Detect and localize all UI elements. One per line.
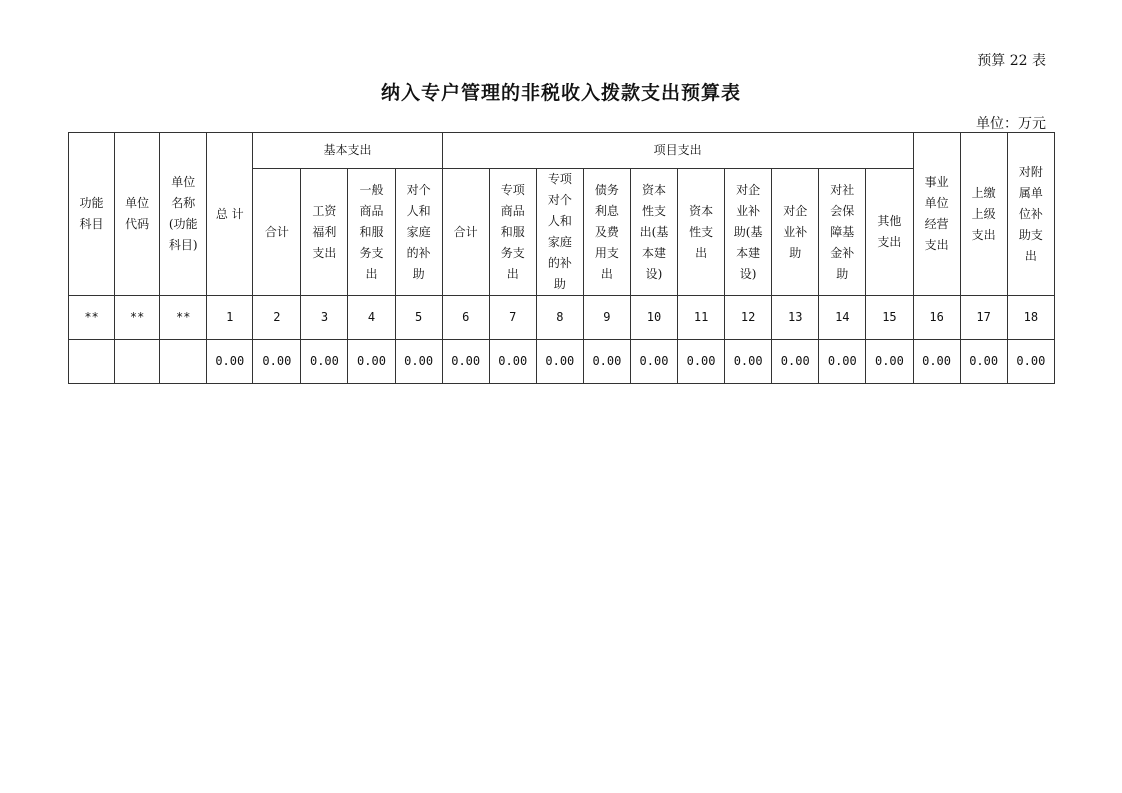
header-proj-other: 其他 支出 [866, 169, 913, 296]
header-row-group [69, 133, 1055, 169]
header-proj-goods: 专项 商品 和服 务支 出 [489, 169, 536, 296]
index-row [69, 296, 1055, 340]
header-basic-family: 对个 人和 家庭 的补 助 [395, 169, 442, 296]
index-cell: 17 [960, 296, 1007, 340]
header-proj-total: 合计 [442, 169, 489, 296]
index-cell: 3 [301, 296, 348, 340]
value-cell: 0.00 [253, 340, 301, 384]
value-cell: 0.00 [725, 340, 772, 384]
index-cell: 2 [253, 296, 301, 340]
index-cell: 4 [348, 296, 395, 340]
header-unit-code: 单位 代码 [115, 133, 160, 296]
value-cell: 0.00 [1007, 340, 1054, 384]
index-cell: 13 [772, 296, 819, 340]
header-proj-debt: 债务 利息 及费 用支 出 [583, 169, 630, 296]
index-cell: 5 [395, 296, 442, 340]
value-cell: 0.00 [442, 340, 489, 384]
form-number: 预算 22 表 [977, 53, 1046, 69]
header-upper: 上缴 上级 支出 [960, 133, 1007, 296]
header-project-group: 项目支出 [442, 133, 913, 169]
header-proj-family: 专项 对个 人和 家庭 的补 助 [536, 169, 583, 296]
index-cell: 15 [866, 296, 913, 340]
header-proj-capital-build: 资本 性支 出(基 本建 设) [630, 169, 677, 296]
index-cell: ** [160, 296, 207, 340]
header-proj-social: 对社 会保 障基 金补 助 [819, 169, 866, 296]
index-cell: 8 [536, 296, 583, 340]
header-proj-enterprise-build: 对企 业补 助(基 本建 设) [725, 169, 772, 296]
value-cell: 0.00 [630, 340, 677, 384]
index-cell: 16 [913, 296, 960, 340]
unit-label: 单位：万元 [976, 116, 1046, 132]
index-cell: 1 [207, 296, 253, 340]
header-basic-goods: 一般 商品 和服 务支 出 [348, 169, 395, 296]
index-cell: 9 [583, 296, 630, 340]
index-cell: 11 [678, 296, 725, 340]
header-unit-name: 单位 名称 (功能 科目) [160, 133, 207, 296]
header-affiliate: 对附 属单 位补 助支 出 [1007, 133, 1054, 296]
value-cell: 0.00 [489, 340, 536, 384]
header-proj-enterprise: 对企 业补 助 [772, 169, 819, 296]
index-cell: 10 [630, 296, 677, 340]
index-cell: ** [69, 296, 115, 340]
value-cell: 0.00 [960, 340, 1007, 384]
value-cell: 0.00 [772, 340, 819, 384]
header-basic-group: 基本支出 [253, 133, 442, 169]
header-proj-capital: 资本 性支 出 [678, 169, 725, 296]
value-cell: 0.00 [301, 340, 348, 384]
value-cell [160, 340, 207, 384]
budget-table [68, 132, 1055, 384]
value-cell [115, 340, 160, 384]
value-cell: 0.00 [819, 340, 866, 384]
index-cell: 6 [442, 296, 489, 340]
value-cell: 0.00 [536, 340, 583, 384]
index-cell: 7 [489, 296, 536, 340]
header-business: 事业 单位 经营 支出 [913, 133, 960, 296]
index-cell: ** [115, 296, 160, 340]
header-total: 总 计 [207, 133, 253, 296]
header-basic-wages: 工资 福利 支出 [301, 169, 348, 296]
value-cell: 0.00 [348, 340, 395, 384]
index-cell: 12 [725, 296, 772, 340]
value-cell: 0.00 [678, 340, 725, 384]
value-cell: 0.00 [583, 340, 630, 384]
value-cell: 0.00 [395, 340, 442, 384]
header-func-subject: 功能 科目 [69, 133, 115, 296]
index-cell: 18 [1007, 296, 1054, 340]
index-cell: 14 [819, 296, 866, 340]
value-cell: 0.00 [913, 340, 960, 384]
page-title: 纳入专户管理的非税收入拨款支出预算表 [380, 82, 741, 104]
data-row [69, 340, 1055, 384]
value-cell: 0.00 [866, 340, 913, 384]
header-basic-total: 合计 [253, 169, 301, 296]
value-cell: 0.00 [207, 340, 253, 384]
value-cell [69, 340, 115, 384]
